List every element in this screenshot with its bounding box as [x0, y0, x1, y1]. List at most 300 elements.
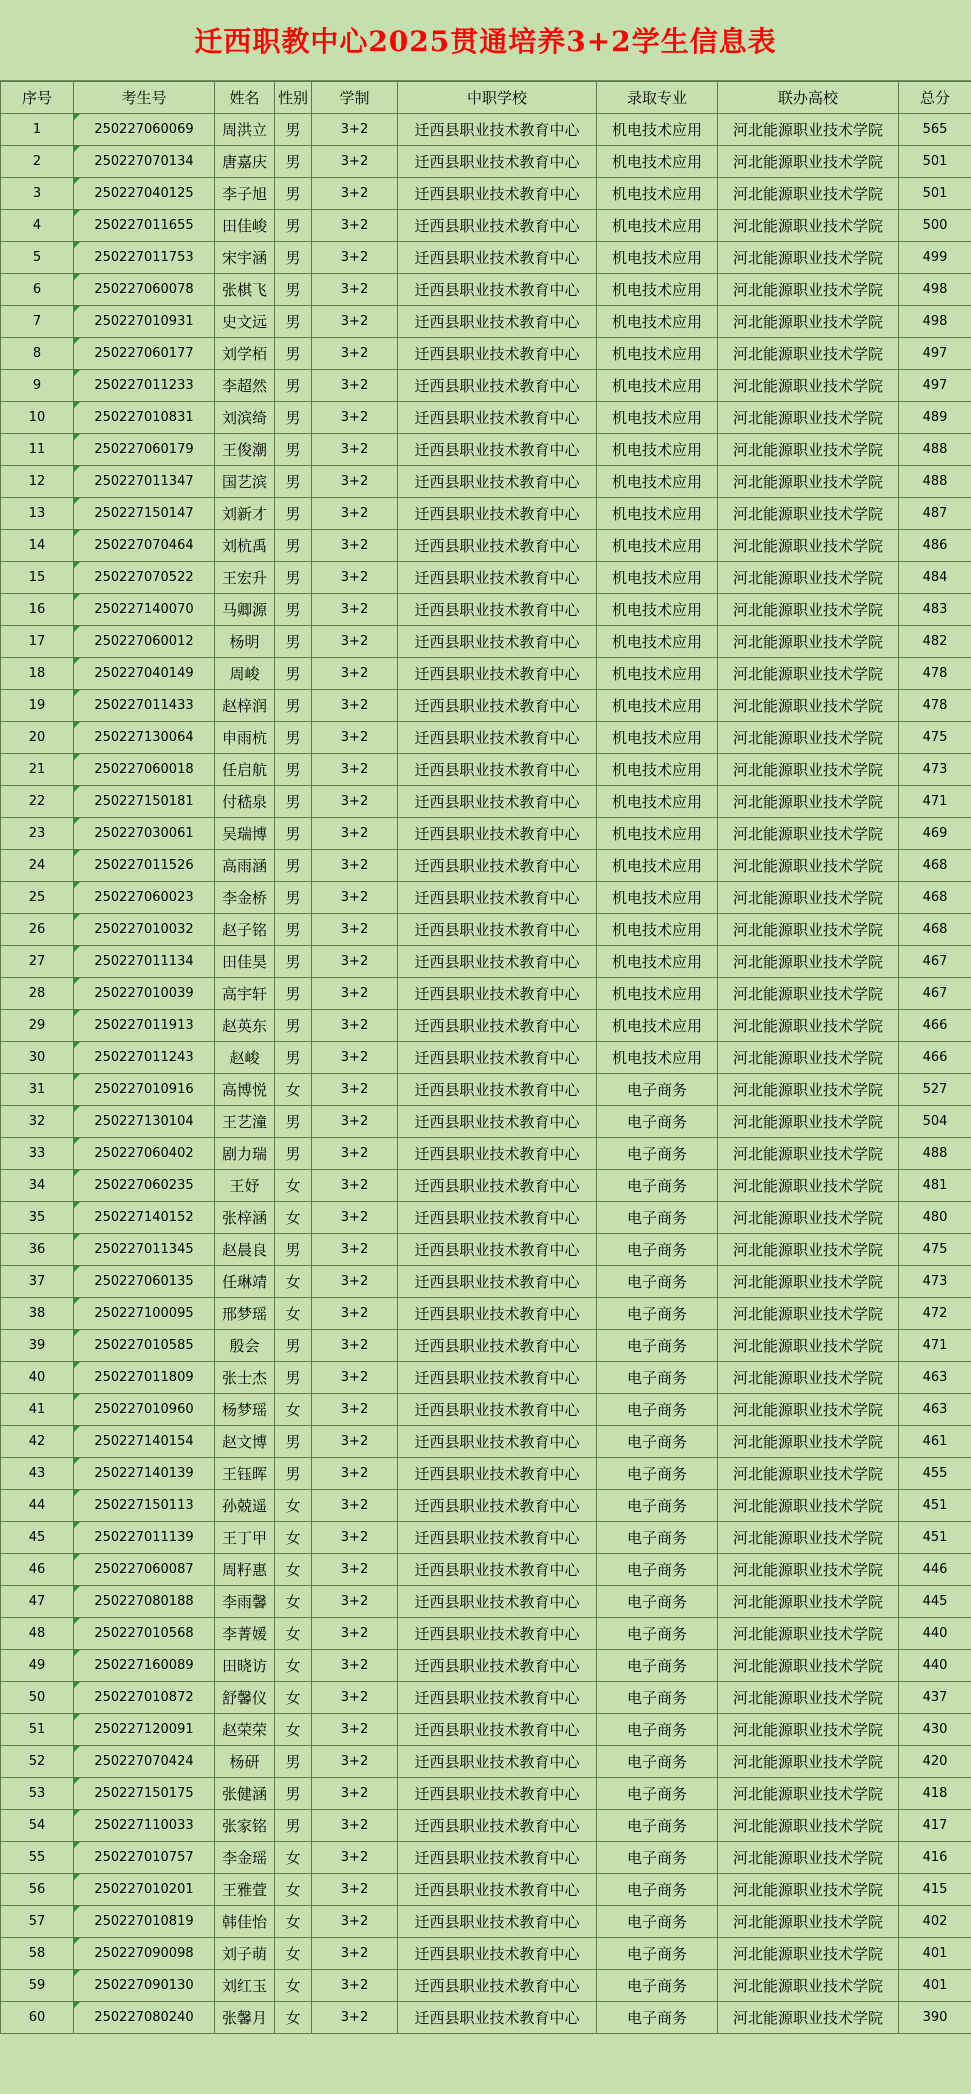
name-cell: 韩佳怡	[215, 1906, 275, 1938]
program-cell: 3+2	[312, 498, 398, 530]
table-row	[1, 1970, 971, 2002]
index-cell: 52	[1, 1746, 74, 1778]
major-cell: 机电技术应用	[597, 306, 718, 338]
school-cell: 迁西县职业技术教育中心	[398, 1298, 597, 1330]
exam-no-cell: 250227011345	[74, 1234, 215, 1266]
total-score-cell: 565	[899, 114, 971, 146]
school-cell: 迁西县职业技术教育中心	[398, 1458, 597, 1490]
name-cell: 李金瑶	[215, 1842, 275, 1874]
exam-no-cell: 250227080240	[74, 2002, 215, 2034]
exam-no-cell: 250227060087	[74, 1554, 215, 1586]
gender-cell: 男	[275, 498, 312, 530]
school-cell: 迁西县职业技术教育中心	[398, 914, 597, 946]
gender-cell: 男	[275, 274, 312, 306]
program-cell: 3+2	[312, 1010, 398, 1042]
gender-cell: 男	[275, 818, 312, 850]
partner-college-cell: 河北能源职业技术学院	[718, 402, 899, 434]
total-score-cell: 483	[899, 594, 971, 626]
index-cell: 51	[1, 1714, 74, 1746]
school-cell: 迁西县职业技术教育中心	[398, 210, 597, 242]
total-score-cell: 467	[899, 946, 971, 978]
table-row	[1, 1938, 971, 1970]
table-row	[1, 1810, 971, 1842]
school-cell: 迁西县职业技术教育中心	[398, 1362, 597, 1394]
name-cell: 周峻	[215, 658, 275, 690]
gender-cell: 男	[275, 1746, 312, 1778]
table-row	[1, 1106, 971, 1138]
major-cell: 机电技术应用	[597, 338, 718, 370]
table-row	[1, 1778, 971, 1810]
table-row	[1, 594, 971, 626]
program-cell: 3+2	[312, 594, 398, 626]
program-cell: 3+2	[312, 1330, 398, 1362]
partner-college-cell: 河北能源职业技术学院	[718, 1970, 899, 2002]
exam-no-cell: 250227010831	[74, 402, 215, 434]
gender-cell: 男	[275, 1810, 312, 1842]
total-score-cell: 498	[899, 274, 971, 306]
partner-college-cell: 河北能源职业技术学院	[718, 1714, 899, 1746]
index-cell: 34	[1, 1170, 74, 1202]
partner-college-cell: 河北能源职业技术学院	[718, 1618, 899, 1650]
exam-no-cell: 250227150113	[74, 1490, 215, 1522]
index-cell: 35	[1, 1202, 74, 1234]
exam-no-cell: 250227100095	[74, 1298, 215, 1330]
major-cell: 机电技术应用	[597, 946, 718, 978]
name-cell: 田晓访	[215, 1650, 275, 1682]
total-score-cell: 480	[899, 1202, 971, 1234]
gender-cell: 男	[275, 1234, 312, 1266]
index-cell: 15	[1, 562, 74, 594]
school-cell: 迁西县职业技术教育中心	[398, 1074, 597, 1106]
major-cell: 机电技术应用	[597, 530, 718, 562]
program-cell: 3+2	[312, 178, 398, 210]
partner-college-cell: 河北能源职业技术学院	[718, 1906, 899, 1938]
exam-no-cell: 250227011243	[74, 1042, 215, 1074]
gender-cell: 女	[275, 1618, 312, 1650]
exam-no-cell: 250227140152	[74, 1202, 215, 1234]
gender-cell: 男	[275, 306, 312, 338]
major-cell: 电子商务	[597, 1714, 718, 1746]
school-cell: 迁西县职业技术教育中心	[398, 1394, 597, 1426]
program-cell: 3+2	[312, 338, 398, 370]
school-cell: 迁西县职业技术教育中心	[398, 2002, 597, 2034]
table-row	[1, 1138, 971, 1170]
table-row	[1, 114, 971, 146]
index-cell: 25	[1, 882, 74, 914]
major-cell: 机电技术应用	[597, 818, 718, 850]
program-cell: 3+2	[312, 1458, 398, 1490]
exam-no-cell: 250227130064	[74, 722, 215, 754]
index-cell: 30	[1, 1042, 74, 1074]
table-row	[1, 914, 971, 946]
major-cell: 机电技术应用	[597, 722, 718, 754]
table-row	[1, 1586, 971, 1618]
gender-cell: 男	[275, 1042, 312, 1074]
total-score-cell: 401	[899, 1938, 971, 1970]
gender-cell: 女	[275, 1650, 312, 1682]
partner-college-cell: 河北能源职业技术学院	[718, 1874, 899, 1906]
table-row	[1, 1746, 971, 1778]
program-cell: 3+2	[312, 690, 398, 722]
total-score-cell: 472	[899, 1298, 971, 1330]
exam-no-cell: 250227140070	[74, 594, 215, 626]
index-cell: 13	[1, 498, 74, 530]
index-cell: 4	[1, 210, 74, 242]
name-cell: 邢梦瑶	[215, 1298, 275, 1330]
table-row	[1, 210, 971, 242]
school-cell: 迁西县职业技术教育中心	[398, 498, 597, 530]
school-cell: 迁西县职业技术教育中心	[398, 1618, 597, 1650]
index-cell: 47	[1, 1586, 74, 1618]
exam-no-cell: 250227010960	[74, 1394, 215, 1426]
major-cell: 机电技术应用	[597, 370, 718, 402]
col-header-name: 姓名	[215, 82, 275, 114]
name-cell: 李金桥	[215, 882, 275, 914]
school-cell: 迁西县职业技术教育中心	[398, 1778, 597, 1810]
index-cell: 42	[1, 1426, 74, 1458]
partner-college-cell: 河北能源职业技术学院	[718, 1554, 899, 1586]
partner-college-cell: 河北能源职业技术学院	[718, 786, 899, 818]
table-row	[1, 178, 971, 210]
school-cell: 迁西县职业技术教育中心	[398, 242, 597, 274]
name-cell: 杨研	[215, 1746, 275, 1778]
table-row	[1, 146, 971, 178]
table-row	[1, 2002, 971, 2034]
exam-no-cell: 250227150147	[74, 498, 215, 530]
exam-no-cell: 250227070424	[74, 1746, 215, 1778]
major-cell: 机电技术应用	[597, 626, 718, 658]
major-cell: 机电技术应用	[597, 466, 718, 498]
index-cell: 38	[1, 1298, 74, 1330]
school-cell: 迁西县职业技术教育中心	[398, 978, 597, 1010]
name-cell: 高雨涵	[215, 850, 275, 882]
total-score-cell: 466	[899, 1010, 971, 1042]
index-cell: 9	[1, 370, 74, 402]
index-cell: 5	[1, 242, 74, 274]
exam-no-cell: 250227030061	[74, 818, 215, 850]
major-cell: 电子商务	[597, 1938, 718, 1970]
school-cell: 迁西县职业技术教育中心	[398, 274, 597, 306]
partner-college-cell: 河北能源职业技术学院	[718, 882, 899, 914]
major-cell: 电子商务	[597, 1618, 718, 1650]
gender-cell: 女	[275, 1586, 312, 1618]
school-cell: 迁西县职业技术教育中心	[398, 754, 597, 786]
school-cell: 迁西县职业技术教育中心	[398, 434, 597, 466]
partner-college-cell: 河北能源职业技术学院	[718, 1938, 899, 1970]
partner-college-cell: 河北能源职业技术学院	[718, 1138, 899, 1170]
gender-cell: 男	[275, 210, 312, 242]
exam-no-cell: 250227060069	[74, 114, 215, 146]
table-row	[1, 1010, 971, 1042]
program-cell: 3+2	[312, 914, 398, 946]
table-row	[1, 370, 971, 402]
exam-no-cell: 250227130104	[74, 1106, 215, 1138]
program-cell: 3+2	[312, 466, 398, 498]
name-cell: 张家铭	[215, 1810, 275, 1842]
major-cell: 机电技术应用	[597, 594, 718, 626]
major-cell: 电子商务	[597, 1522, 718, 1554]
gender-cell: 男	[275, 626, 312, 658]
name-cell: 刘滨绮	[215, 402, 275, 434]
exam-no-cell: 250227040125	[74, 178, 215, 210]
partner-college-cell: 河北能源职业技术学院	[718, 306, 899, 338]
total-score-cell: 420	[899, 1746, 971, 1778]
total-score-cell: 390	[899, 2002, 971, 2034]
total-score-cell: 527	[899, 1074, 971, 1106]
table-row	[1, 946, 971, 978]
index-cell: 10	[1, 402, 74, 434]
exam-no-cell: 250227010039	[74, 978, 215, 1010]
major-cell: 电子商务	[597, 1970, 718, 2002]
major-cell: 电子商务	[597, 1906, 718, 1938]
index-cell: 1	[1, 114, 74, 146]
partner-college-cell: 河北能源职业技术学院	[718, 914, 899, 946]
total-score-cell: 401	[899, 1970, 971, 2002]
index-cell: 27	[1, 946, 74, 978]
total-score-cell: 463	[899, 1394, 971, 1426]
table-row	[1, 658, 971, 690]
program-cell: 3+2	[312, 562, 398, 594]
major-cell: 电子商务	[597, 1202, 718, 1234]
total-score-cell: 501	[899, 178, 971, 210]
exam-no-cell: 250227011347	[74, 466, 215, 498]
index-cell: 41	[1, 1394, 74, 1426]
exam-no-cell: 250227090098	[74, 1938, 215, 1970]
partner-college-cell: 河北能源职业技术学院	[718, 114, 899, 146]
table-row	[1, 1426, 971, 1458]
table-row	[1, 1330, 971, 1362]
major-cell: 机电技术应用	[597, 562, 718, 594]
col-header-school: 中职学校	[398, 82, 597, 114]
partner-college-cell: 河北能源职业技术学院	[718, 1394, 899, 1426]
exam-no-cell: 250227060135	[74, 1266, 215, 1298]
total-score-cell: 504	[899, 1106, 971, 1138]
table-row	[1, 1842, 971, 1874]
gender-cell: 男	[275, 114, 312, 146]
partner-college-cell: 河北能源职业技术学院	[718, 178, 899, 210]
name-cell: 王钰晖	[215, 1458, 275, 1490]
col-header-major: 录取专业	[597, 82, 718, 114]
table-row	[1, 562, 971, 594]
name-cell: 李超然	[215, 370, 275, 402]
gender-cell: 男	[275, 1362, 312, 1394]
major-cell: 电子商务	[597, 1266, 718, 1298]
index-cell: 2	[1, 146, 74, 178]
title-row	[0, 0, 971, 81]
gender-cell: 男	[275, 370, 312, 402]
table-row	[1, 1458, 971, 1490]
exam-no-cell: 250227010201	[74, 1874, 215, 1906]
table-row	[1, 1618, 971, 1650]
school-cell: 迁西县职业技术教育中心	[398, 1586, 597, 1618]
program-cell: 3+2	[312, 722, 398, 754]
index-cell: 45	[1, 1522, 74, 1554]
exam-no-cell: 250227140154	[74, 1426, 215, 1458]
partner-college-cell: 河北能源职业技术学院	[718, 434, 899, 466]
total-score-cell: 469	[899, 818, 971, 850]
name-cell: 刘学栢	[215, 338, 275, 370]
total-score-cell: 484	[899, 562, 971, 594]
gender-cell: 男	[275, 754, 312, 786]
total-score-cell: 417	[899, 1810, 971, 1842]
program-cell: 3+2	[312, 1522, 398, 1554]
program-cell: 3+2	[312, 786, 398, 818]
school-cell: 迁西县职业技术教育中心	[398, 786, 597, 818]
partner-college-cell: 河北能源职业技术学院	[718, 466, 899, 498]
partner-college-cell: 河北能源职业技术学院	[718, 1330, 899, 1362]
exam-no-cell: 250227060018	[74, 754, 215, 786]
name-cell: 刘红玉	[215, 1970, 275, 2002]
gender-cell: 女	[275, 1522, 312, 1554]
total-score-cell: 471	[899, 786, 971, 818]
exam-no-cell: 250227150181	[74, 786, 215, 818]
total-score-cell: 468	[899, 914, 971, 946]
school-cell: 迁西县职业技术教育中心	[398, 1714, 597, 1746]
total-score-cell: 418	[899, 1778, 971, 1810]
table-row	[1, 1362, 971, 1394]
name-cell: 王雅萱	[215, 1874, 275, 1906]
gender-cell: 女	[275, 1394, 312, 1426]
school-cell: 迁西县职业技术教育中心	[398, 402, 597, 434]
exam-no-cell: 250227011433	[74, 690, 215, 722]
table-row	[1, 1650, 971, 1682]
school-cell: 迁西县职业技术教育中心	[398, 466, 597, 498]
major-cell: 电子商务	[597, 1138, 718, 1170]
major-cell: 机电技术应用	[597, 178, 718, 210]
total-score-cell: 416	[899, 1842, 971, 1874]
index-cell: 39	[1, 1330, 74, 1362]
program-cell: 3+2	[312, 1394, 398, 1426]
school-cell: 迁西县职业技术教育中心	[398, 1810, 597, 1842]
exam-no-cell: 250227070522	[74, 562, 215, 594]
program-cell: 3+2	[312, 1554, 398, 1586]
exam-no-cell: 250227010872	[74, 1682, 215, 1714]
table-row	[1, 530, 971, 562]
exam-no-cell: 250227011134	[74, 946, 215, 978]
program-cell: 3+2	[312, 1906, 398, 1938]
name-cell: 吴瑞博	[215, 818, 275, 850]
index-cell: 28	[1, 978, 74, 1010]
gender-cell: 女	[275, 1202, 312, 1234]
major-cell: 机电技术应用	[597, 402, 718, 434]
total-score-cell: 445	[899, 1586, 971, 1618]
major-cell: 机电技术应用	[597, 434, 718, 466]
total-score-cell: 461	[899, 1426, 971, 1458]
gender-cell: 男	[275, 1778, 312, 1810]
partner-college-cell: 河北能源职业技术学院	[718, 1810, 899, 1842]
name-cell: 张棋飞	[215, 274, 275, 306]
total-score-cell: 463	[899, 1362, 971, 1394]
table-row	[1, 1266, 971, 1298]
exam-no-cell: 250227070464	[74, 530, 215, 562]
gender-cell: 男	[275, 466, 312, 498]
program-cell: 3+2	[312, 1714, 398, 1746]
index-cell: 16	[1, 594, 74, 626]
table-row	[1, 626, 971, 658]
index-cell: 29	[1, 1010, 74, 1042]
school-cell: 迁西县职业技术教育中心	[398, 658, 597, 690]
major-cell: 机电技术应用	[597, 1010, 718, 1042]
major-cell: 机电技术应用	[597, 1042, 718, 1074]
table-row	[1, 882, 971, 914]
exam-no-cell: 250227150175	[74, 1778, 215, 1810]
school-cell: 迁西县职业技术教育中心	[398, 1266, 597, 1298]
name-cell: 史文远	[215, 306, 275, 338]
partner-college-cell: 河北能源职业技术学院	[718, 1522, 899, 1554]
gender-cell: 男	[275, 914, 312, 946]
gender-cell: 女	[275, 1074, 312, 1106]
major-cell: 机电技术应用	[597, 850, 718, 882]
major-cell: 电子商务	[597, 1554, 718, 1586]
name-cell: 赵梓润	[215, 690, 275, 722]
program-cell: 3+2	[312, 1426, 398, 1458]
table-row	[1, 1298, 971, 1330]
name-cell: 王艺潼	[215, 1106, 275, 1138]
program-cell: 3+2	[312, 1138, 398, 1170]
program-cell: 3+2	[312, 850, 398, 882]
major-cell: 电子商务	[597, 1330, 718, 1362]
name-cell: 赵英东	[215, 1010, 275, 1042]
table-body	[1, 114, 971, 2034]
name-cell: 任启航	[215, 754, 275, 786]
school-cell: 迁西县职业技术教育中心	[398, 1842, 597, 1874]
partner-college-cell: 河北能源职业技术学院	[718, 1682, 899, 1714]
col-header-index: 序号	[1, 82, 74, 114]
partner-college-cell: 河北能源职业技术学院	[718, 242, 899, 274]
school-cell: 迁西县职业技术教育中心	[398, 114, 597, 146]
school-cell: 迁西县职业技术教育中心	[398, 306, 597, 338]
school-cell: 迁西县职业技术教育中心	[398, 1746, 597, 1778]
exam-no-cell: 250227040149	[74, 658, 215, 690]
program-cell: 3+2	[312, 242, 398, 274]
program-cell: 3+2	[312, 658, 398, 690]
index-cell: 44	[1, 1490, 74, 1522]
school-cell: 迁西县职业技术教育中心	[398, 1234, 597, 1266]
name-cell: 马卿源	[215, 594, 275, 626]
school-cell: 迁西县职业技术教育中心	[398, 1970, 597, 2002]
partner-college-cell: 河北能源职业技术学院	[718, 1746, 899, 1778]
major-cell: 电子商务	[597, 1650, 718, 1682]
name-cell: 张梓涵	[215, 1202, 275, 1234]
school-cell: 迁西县职业技术教育中心	[398, 1554, 597, 1586]
total-score-cell: 487	[899, 498, 971, 530]
name-cell: 杨明	[215, 626, 275, 658]
partner-college-cell: 河北能源职业技术学院	[718, 722, 899, 754]
partner-college-cell: 河北能源职业技术学院	[718, 1234, 899, 1266]
partner-college-cell: 河北能源职业技术学院	[718, 1842, 899, 1874]
gender-cell: 女	[275, 1298, 312, 1330]
program-cell: 3+2	[312, 1074, 398, 1106]
program-cell: 3+2	[312, 1586, 398, 1618]
major-cell: 机电技术应用	[597, 274, 718, 306]
gender-cell: 男	[275, 850, 312, 882]
school-cell: 迁西县职业技术教育中心	[398, 1042, 597, 1074]
name-cell: 赵文博	[215, 1426, 275, 1458]
total-score-cell: 468	[899, 882, 971, 914]
total-score-cell: 473	[899, 1266, 971, 1298]
gender-cell: 男	[275, 1330, 312, 1362]
partner-college-cell: 河北能源职业技术学院	[718, 658, 899, 690]
school-cell: 迁西县职业技术教育中心	[398, 1906, 597, 1938]
gender-cell: 男	[275, 146, 312, 178]
exam-no-cell: 250227010568	[74, 1618, 215, 1650]
program-cell: 3+2	[312, 1874, 398, 1906]
total-score-cell: 501	[899, 146, 971, 178]
school-cell: 迁西县职业技术教育中心	[398, 1010, 597, 1042]
exam-no-cell: 250227120091	[74, 1714, 215, 1746]
program-cell: 3+2	[312, 114, 398, 146]
program-cell: 3+2	[312, 1618, 398, 1650]
